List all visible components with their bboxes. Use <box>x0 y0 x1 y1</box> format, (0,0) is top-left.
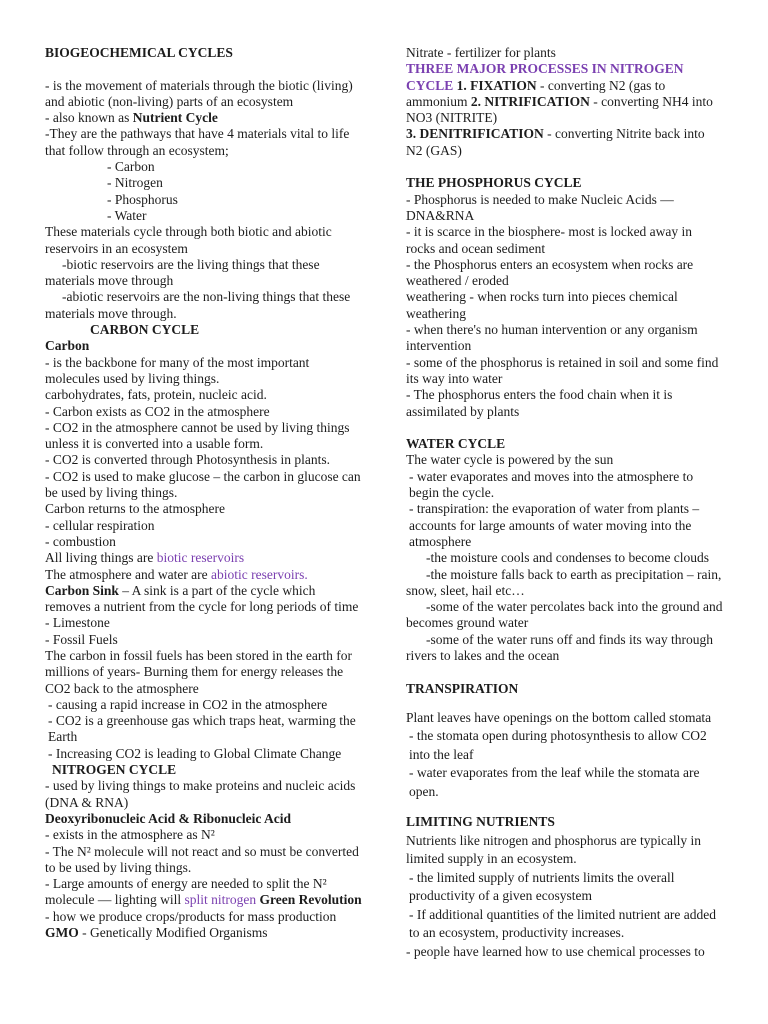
bold-term: Green Revolution <box>256 892 362 908</box>
text-line: The water cycle is powered by the sun <box>406 452 614 468</box>
text-line <box>45 925 363 941</box>
section-heading: CARBON CYCLE <box>90 322 200 338</box>
text-line: - the Phosphorus enters an ecosystem when rocks are weathered / eroded <box>406 256 694 289</box>
text-line: - Limestone <box>45 615 110 631</box>
text-line: -some of the water runs off and finds its way through rivers to lakes and the ocean <box>406 631 713 663</box>
text-line: - Carbon exists as CO2 in the atmosphere <box>45 403 270 419</box>
text-line: Nutrients like nitrogen and phosphorus are typically in limited supply in an ecosystem. <box>406 832 702 867</box>
text-line: - water evaporates from the leaf while the stomata are open. <box>409 765 700 799</box>
text-line: - If additional quantities of the limited nutrient are added to an ecosystem, productivity increases. <box>409 906 717 941</box>
text-line: Nitrate - fertilizer for plants <box>406 45 556 60</box>
text-line: - transpiration: the evaporation of water from plants – accounts for large amounts of water moving into the atmosphere <box>409 501 700 549</box>
text-line: - CO2 is used to make glucose – the carbon in glucose can be used by living things. <box>45 468 361 501</box>
text-line <box>45 550 363 566</box>
section-heading: NITROGEN CYCLE <box>52 762 177 778</box>
text-line: -the moisture falls back to earth as precipitation – rain, snow, sleet, hail etc… <box>406 566 722 598</box>
text-line: - cellular respiration <box>45 517 155 533</box>
text-line: - when there's no human intervention or any organism intervention <box>406 322 698 354</box>
text-line: - some of the phosphorus is retained in soil and some find its way into water <box>406 354 719 386</box>
text-line: weathering - when rocks turn into pieces chemical weathering <box>406 289 678 321</box>
text-line: - it is scarce in the biosphere- most is locked away in rocks and ocean sediment <box>406 224 693 256</box>
right-column <box>406 45 724 961</box>
bold-term: 2. NITRIFICATION <box>470 93 590 109</box>
section-heading: TRANSPIRATION <box>406 680 519 696</box>
bold-term: Carbon Sink <box>45 582 119 598</box>
text-span: - also known as <box>45 110 133 126</box>
text-line: - the limited supply of nutrients limits the overall productivity of a given ecosystem <box>409 869 675 904</box>
subheading: Deoxyribonucleic Acid & Ribonucleic Acid <box>45 810 291 826</box>
text-line: - CO2 is converted through Photosynthesis in plants. <box>45 452 330 468</box>
text-line: -abiotic reservoirs are the non-living things that these materials move through. <box>45 289 351 321</box>
text-line: carbohydrates, fats, protein, nucleic acid. <box>45 387 267 403</box>
text-line: -They are the pathways that have 4 materials vital to life that follow through an ecosystem; <box>45 126 350 158</box>
text-line: - used by living things to make proteins and nucleic acids (DNA & RNA) <box>45 778 356 810</box>
list-item: - Nitrogen <box>107 175 163 191</box>
bold-term: GMO <box>45 925 79 941</box>
section-heading: LIMITING NUTRIENTS <box>406 814 555 830</box>
text-line <box>45 567 363 583</box>
text-line: Carbon returns to the atmosphere <box>45 501 225 517</box>
text-line: -some of the water percolates back into the ground and becomes ground water <box>406 599 723 631</box>
list-item: - Carbon <box>107 159 155 175</box>
text-line: - Fossil Fuels <box>45 631 118 647</box>
highlight-term: abiotic reservoirs. <box>211 566 308 582</box>
bold-term: 1. FIXATION <box>453 77 537 93</box>
section-heading: THE PHOSPHORUS CYCLE <box>406 175 582 191</box>
text-line <box>45 583 363 616</box>
bold-term: 3. DENITRIFICATION <box>406 126 544 142</box>
text-line: - The N² molecule will not react and so must be converted to be used by living things. <box>45 843 359 875</box>
text-line: - is the backbone for many of the most important molecules used by living things. <box>45 354 310 386</box>
highlight-heading: THREE MAJOR PROCESSES IN NITROGEN CYCLE <box>406 61 684 93</box>
text-line: - water evaporates and moves into the atmosphere to begin the cycle. <box>409 468 694 501</box>
highlight-term: biotic reservoirs <box>156 550 245 566</box>
text-line: -the moisture cools and condenses to become clouds <box>426 550 710 566</box>
text-span: All living things are <box>45 550 157 566</box>
text-line: Plant leaves have openings on the bottom called stomata <box>406 709 712 725</box>
text-line <box>406 61 724 126</box>
list-item: - Water <box>107 207 147 223</box>
text-line: - CO2 is a greenhouse gas which traps heat, warming the Earth <box>48 713 356 745</box>
section-heading: WATER CYCLE <box>406 436 506 452</box>
text-span: - converting NH4 into NO3 (NITRITE) <box>406 93 713 126</box>
text-line: The carbon in fossil fuels has been stored in the earth for millions of years- Burning them for energy releases the CO2 back to the atmosphere <box>45 647 353 696</box>
text-line <box>45 110 363 126</box>
text-span: The atmosphere and water are <box>45 566 212 582</box>
text-line <box>406 126 724 159</box>
subheading: Carbon <box>45 338 90 354</box>
text-line: -biotic reservoirs are the living things that these materials move through <box>45 256 320 289</box>
text-line: - how we produce crops/products for mass production <box>45 908 337 924</box>
text-line: - CO2 in the atmosphere cannot be used by living things unless it is converted into a usable form. <box>45 419 350 452</box>
text-line: - Phosphorus is needed to make Nucleic Acids — DNA&RNA <box>406 191 674 223</box>
text-line: - The phosphorus enters the food chain when it is assimilated by plants <box>406 387 673 419</box>
list-item: - Phosphorus <box>107 191 178 207</box>
text-line: These materials cycle through both biotic and abiotic reservoirs in an ecosystem <box>45 224 332 256</box>
text-line: - the stomata open during photosynthesis to allow CO2 into the leaf <box>409 728 707 762</box>
text-line: - combustion <box>45 533 116 549</box>
text-line: - Increasing CO2 is leading to Global Climate Change <box>48 745 342 761</box>
text-span: - Genetically Modified Organisms <box>78 925 268 941</box>
left-column <box>45 45 363 941</box>
text-line: - people have learned how to use chemical processes to <box>406 943 705 959</box>
text-span: – A sink is a part of the cycle which removes a nutrient from the cycle for long periods of time <box>45 582 359 615</box>
text-span: - converting Nitrite back into N2 (GAS) <box>406 126 705 158</box>
highlight-term: split nitrogen <box>184 892 257 908</box>
bold-term: Nutrient Cycle <box>132 110 218 126</box>
text-line: - causing a rapid increase in CO2 in the atmosphere <box>48 696 328 712</box>
doc-title: BIOGEOCHEMICAL CYCLES <box>45 45 233 60</box>
text-line: - exists in the atmosphere as N² <box>45 827 215 843</box>
text-line: - is the movement of materials through the biotic (living) and abiotic (non-living) parts of an ecosystem <box>45 77 353 109</box>
text-line <box>45 876 363 909</box>
text-span: - converting N2 (gas to ammonium <box>406 77 666 109</box>
text-span: - Large amounts of energy are needed to split the N² molecule — lighting will <box>45 876 327 908</box>
